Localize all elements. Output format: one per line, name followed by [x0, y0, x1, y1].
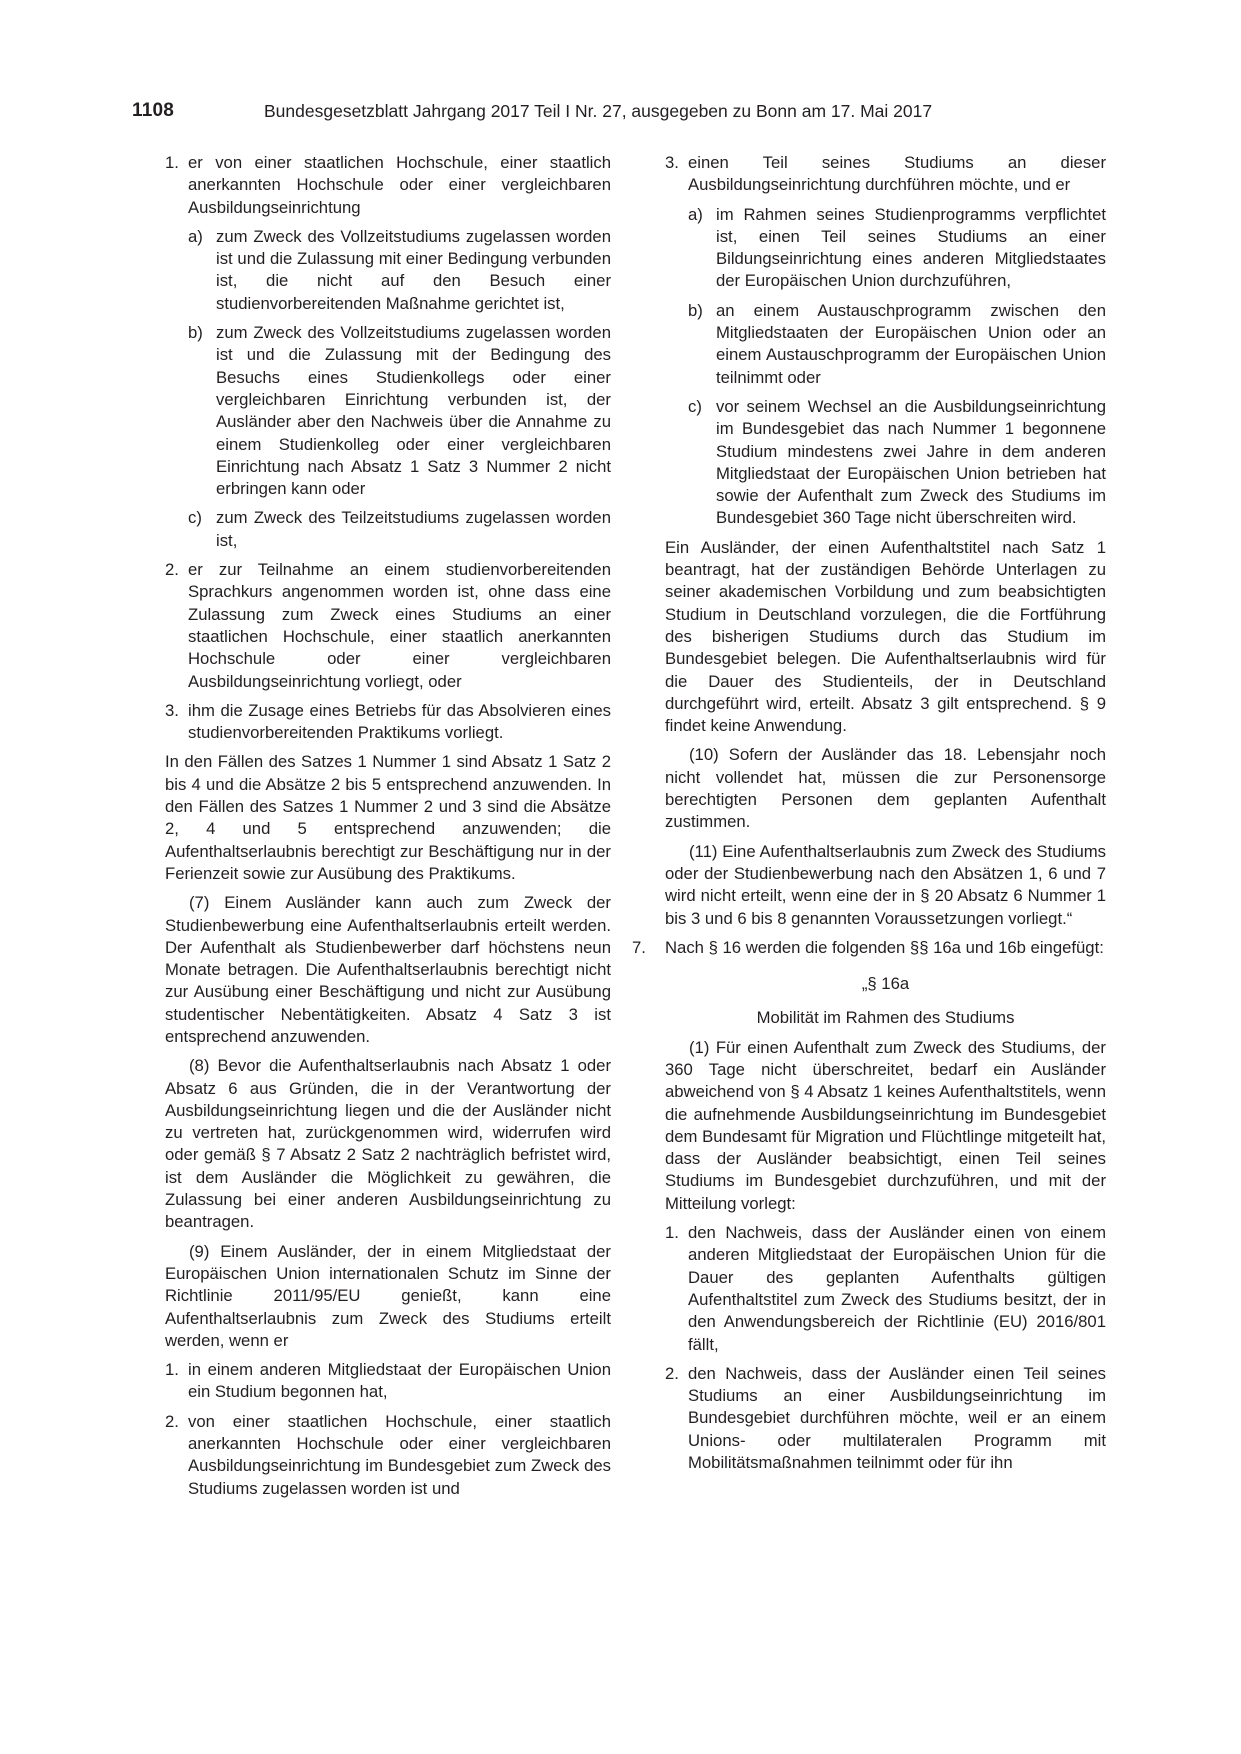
item-text: er von einer staatlichen Hochschule, einer staatlich anerkannten Hochschule oder einer vergleichbaren Ausbildungseinrichtung — [188, 153, 611, 217]
section-heading: „§ 16a — [861, 974, 910, 994]
item-text: zum Zweck des Teilzeitstudiums zugelassen worden ist, — [216, 508, 611, 550]
sub-item — [688, 396, 1106, 530]
gazette-header: Bundesgesetzblatt Jahrgang 2017 Teil I Nr. 27, ausgegeben zu Bonn am 17. Mai 2017 — [264, 101, 933, 121]
sub-item — [688, 300, 1106, 389]
list-item — [165, 700, 611, 745]
item-text: er zur Teilnahme an einem studienvorbereitenden Sprachkurs angenommen worden ist, ohne dass eine Zulassung zum Zweck eines Studiums an einer staatlichen Hochschule, einer staatlich anerkannten Hochschule oder einer vergleichbaren Ausbildungseinrichtung vorliegt, oder — [188, 560, 611, 691]
sub-item — [188, 322, 611, 500]
section-title: Mobilität im Rahmen des Studiums — [756, 1008, 1015, 1028]
paragraph-10: (10) Sofern der Ausländer das 18. Lebensjahr noch nicht vollendet hat, müssen die zur Personensorge berechtigten Personen dem geplanten Aufenthalt zustimmen. — [665, 745, 1106, 832]
item-text: ihm die Zusage eines Betriebs für das Absolvieren eines studienvorbereitenden Praktikums vorliegt. — [188, 700, 611, 743]
paragraph-11: (11) Eine Aufenthaltserlaubnis zum Zweck des Studiums oder der Studienbewerbung nach den Absätzen 1, 6 und 7 wird nicht erteilt, wenn eine der in § 20 Absatz 6 Nummer 1 bis 3 und 6 bis 8 genannten Voraussetzungen vorliegt.“ — [665, 841, 1106, 928]
sub-item — [188, 226, 611, 315]
item-text: an einem Austauschprogramm zwischen den Mitgliedstaaten der Europäischen Union oder an einem Austauschprogramm der Europäischen Union teilnimmt oder — [716, 300, 1106, 387]
paragraph-9: (9) Einem Ausländer, der in einem Mitgliedstaat der Europäischen Union internationalen Schutz im Sinne der Richtlinie 2011/95/EU genießt, kann eine Aufenthaltserlaubnis zum Zweck des Studiums erteilt werden, wenn er — [165, 1241, 611, 1350]
item-letter: c) — [188, 508, 202, 528]
item-letter: b) — [188, 323, 203, 343]
sub-item — [188, 507, 611, 552]
item-number: 1. — [165, 153, 179, 172]
item-number: 1. — [165, 1360, 179, 1380]
item-text: einen Teil seines Studiums an dieser Ausbildungseinrichtung durchführen möchte, und er — [688, 153, 1106, 195]
item-number: 2. — [665, 1363, 679, 1383]
list-item — [665, 1222, 1106, 1356]
item-text: den Nachweis, dass der Ausländer einen Teil seines Studiums an einer Ausbildungseinrichtung im Bundesgebiet durchführen möchte, weil er an einem Unions- oder multilateralen Programm mit Mobilitätsmaßnahmen teilnimmt oder für ihn — [688, 1363, 1106, 1473]
item-letter: a) — [188, 226, 203, 246]
item-text: in einem anderen Mitgliedstaat der Europäischen Union ein Studium begonnen hat, — [188, 1360, 611, 1402]
page-number: 1108 — [132, 100, 175, 121]
list-item — [165, 152, 611, 219]
item-text: zum Zweck des Vollzeitstudiums zugelassen worden ist und die Zulassung mit der Bedingung des Besuchs eines Studienkollegs oder einer vergleichbaren Einrichtung verbunden ist, der Ausländer aber den Nachweis über die Annahme zu einem Studienkolleg oder einer vergleichbaren Einrichtung nach Absatz 1 Satz 3 Nummer 2 nicht erbringen kann oder — [216, 323, 611, 499]
item-letter: a) — [688, 204, 703, 224]
item-letter: c) — [688, 396, 702, 416]
item-text: zum Zweck des Vollzeitstudiums zugelassen worden ist und die Zulassung mit einer Bedingung verbunden ist, die nicht auf den Besuch einer studienvorbereitenden Maßnahme gerichtet ist, — [216, 226, 611, 313]
item-text: den Nachweis, dass der Ausländer einen von einem anderen Mitgliedstaat der Europäischen Union für die Dauer des geplanten Aufenthalts gültigen Aufenthaltstitel zum Zweck des Studiums besitzt, der in den Anwendungsbereich der Richtlinie (EU) 2016/801 fällt, — [688, 1223, 1106, 1354]
amendment-item — [632, 937, 1106, 959]
list-item — [165, 1411, 611, 1500]
item-number: 7. — [632, 937, 646, 957]
paragraph-7: (7) Einem Ausländer kann auch zum Zweck der Studienbewerbung eine Aufenthaltserlaubnis erteilt werden. Der Aufenthalt als Studienbewerber darf höchstens neun Monate betragen. Die Aufenthaltserlaubnis berechtigt nicht zur Ausübung einer Beschäftigung und nicht zur Ausübung studentischer Nebentätigkeiten. Absatz 4 Satz 3 ist entsprechend anzuwenden. — [165, 893, 611, 1046]
item-number: 3. — [665, 153, 679, 172]
item-text: Nach § 16 werden die folgenden §§ 16a und 16b eingefügt: — [665, 937, 1104, 957]
list-item — [665, 1363, 1106, 1474]
list-item — [665, 152, 1106, 197]
item-letter: b) — [688, 300, 703, 320]
item-number: 1. — [665, 1223, 679, 1243]
item-text: im Rahmen seines Studienprogramms verpflichtet ist, einen Teil seines Studiums an einer Bildungseinrichtung eines anderen Mitgliedstaates der Europäischen Union durchzuführen, — [716, 204, 1106, 291]
item-text: vor seinem Wechsel an die Ausbildungseinrichtung im Bundesgebiet das nach Nummer 1 begonnene Studium mindestens zwei Jahre in dem anderen Mitgliedstaat der Europäischen Union betrieben hat sowie der Aufenthalt zum Zweck des Studiums im Bundesgebiet 360 Tage nicht überschreiten wird. — [716, 396, 1106, 528]
item-text: von einer staatlichen Hochschule, einer staatlich anerkannten Hochschule oder einer vergleichbaren Ausbildungseinrichtung im Bundesgebiet zum Zweck des Studiums zugelassen worden ist und — [188, 1411, 611, 1498]
paragraph: In den Fällen des Satzes 1 Nummer 1 sind Absatz 1 Satz 2 bis 4 und die Absätze 2 bis 5 entsprechend anzuwenden. In den Fällen des Satzes 1 Nummer 2 und 3 sind die Absätze 2, 4 und 5 entsprechend anzuwenden; die Aufenthaltserlaubnis berechtigt zur Beschäftigung nur in der Ferienzeit sowie zur Ausübung des Praktikums. — [165, 752, 611, 883]
item-number: 3. — [165, 700, 179, 720]
list-item — [165, 1359, 611, 1404]
right-column — [632, 152, 1106, 1474]
sub-item — [688, 204, 1106, 293]
paragraph: Ein Ausländer, der einen Aufenthaltstitel nach Satz 1 beantragt, hat der zuständigen Behörde Unterlagen zu seiner akademischen Vorbildung und zum beabsichtigten Studium in Deutschland vorzulegen, die die Fortführung des bisherigen Studiums durch das Studium im Bundesgebiet belegen. Die Aufenthaltserlaubnis wird für die Dauer des Studienteils, der in Deutschland durchgeführt wird, erteilt. Absatz 3 gilt entsprechend. § 9 findet keine Anwendung. — [665, 537, 1106, 736]
paragraph-8: (8) Bevor die Aufenthaltserlaubnis nach Absatz 1 oder Absatz 6 aus Gründen, die in der Verantwortung der Ausbildungseinrichtung liegen und die der Ausländer nicht zu vertreten hat, zurückgenommen wird, widerrufen wird oder gemäß § 7 Absatz 2 Satz 2 nachträglich befristet wird, ist dem Ausländer die Möglichkeit zu gewähren, die Zulassung bei einer anderen Ausbildungseinrichtung zu beantragen. — [165, 1056, 611, 1232]
item-number: 2. — [165, 560, 179, 580]
left-column — [165, 152, 611, 1500]
list-item — [165, 559, 611, 693]
section-paragraph-1: (1) Für einen Aufenthalt zum Zweck des Studiums, der 360 Tage nicht überschreitet, bedarf ein Ausländer abweichend von § 4 Absatz 1 keines Aufenthaltstitels, wenn die aufnehmende Ausbildungseinrichtung im Bundesgebiet dem Bundesamt für Migration und Flüchtlinge mitgeteilt hat, dass der Ausländer beabsichtigt, einen Teil seines Studiums im Bundesgebiet durchzuführen, und mit der Mitteilung vorlegt: — [665, 1037, 1106, 1213]
item-number: 2. — [165, 1411, 179, 1431]
